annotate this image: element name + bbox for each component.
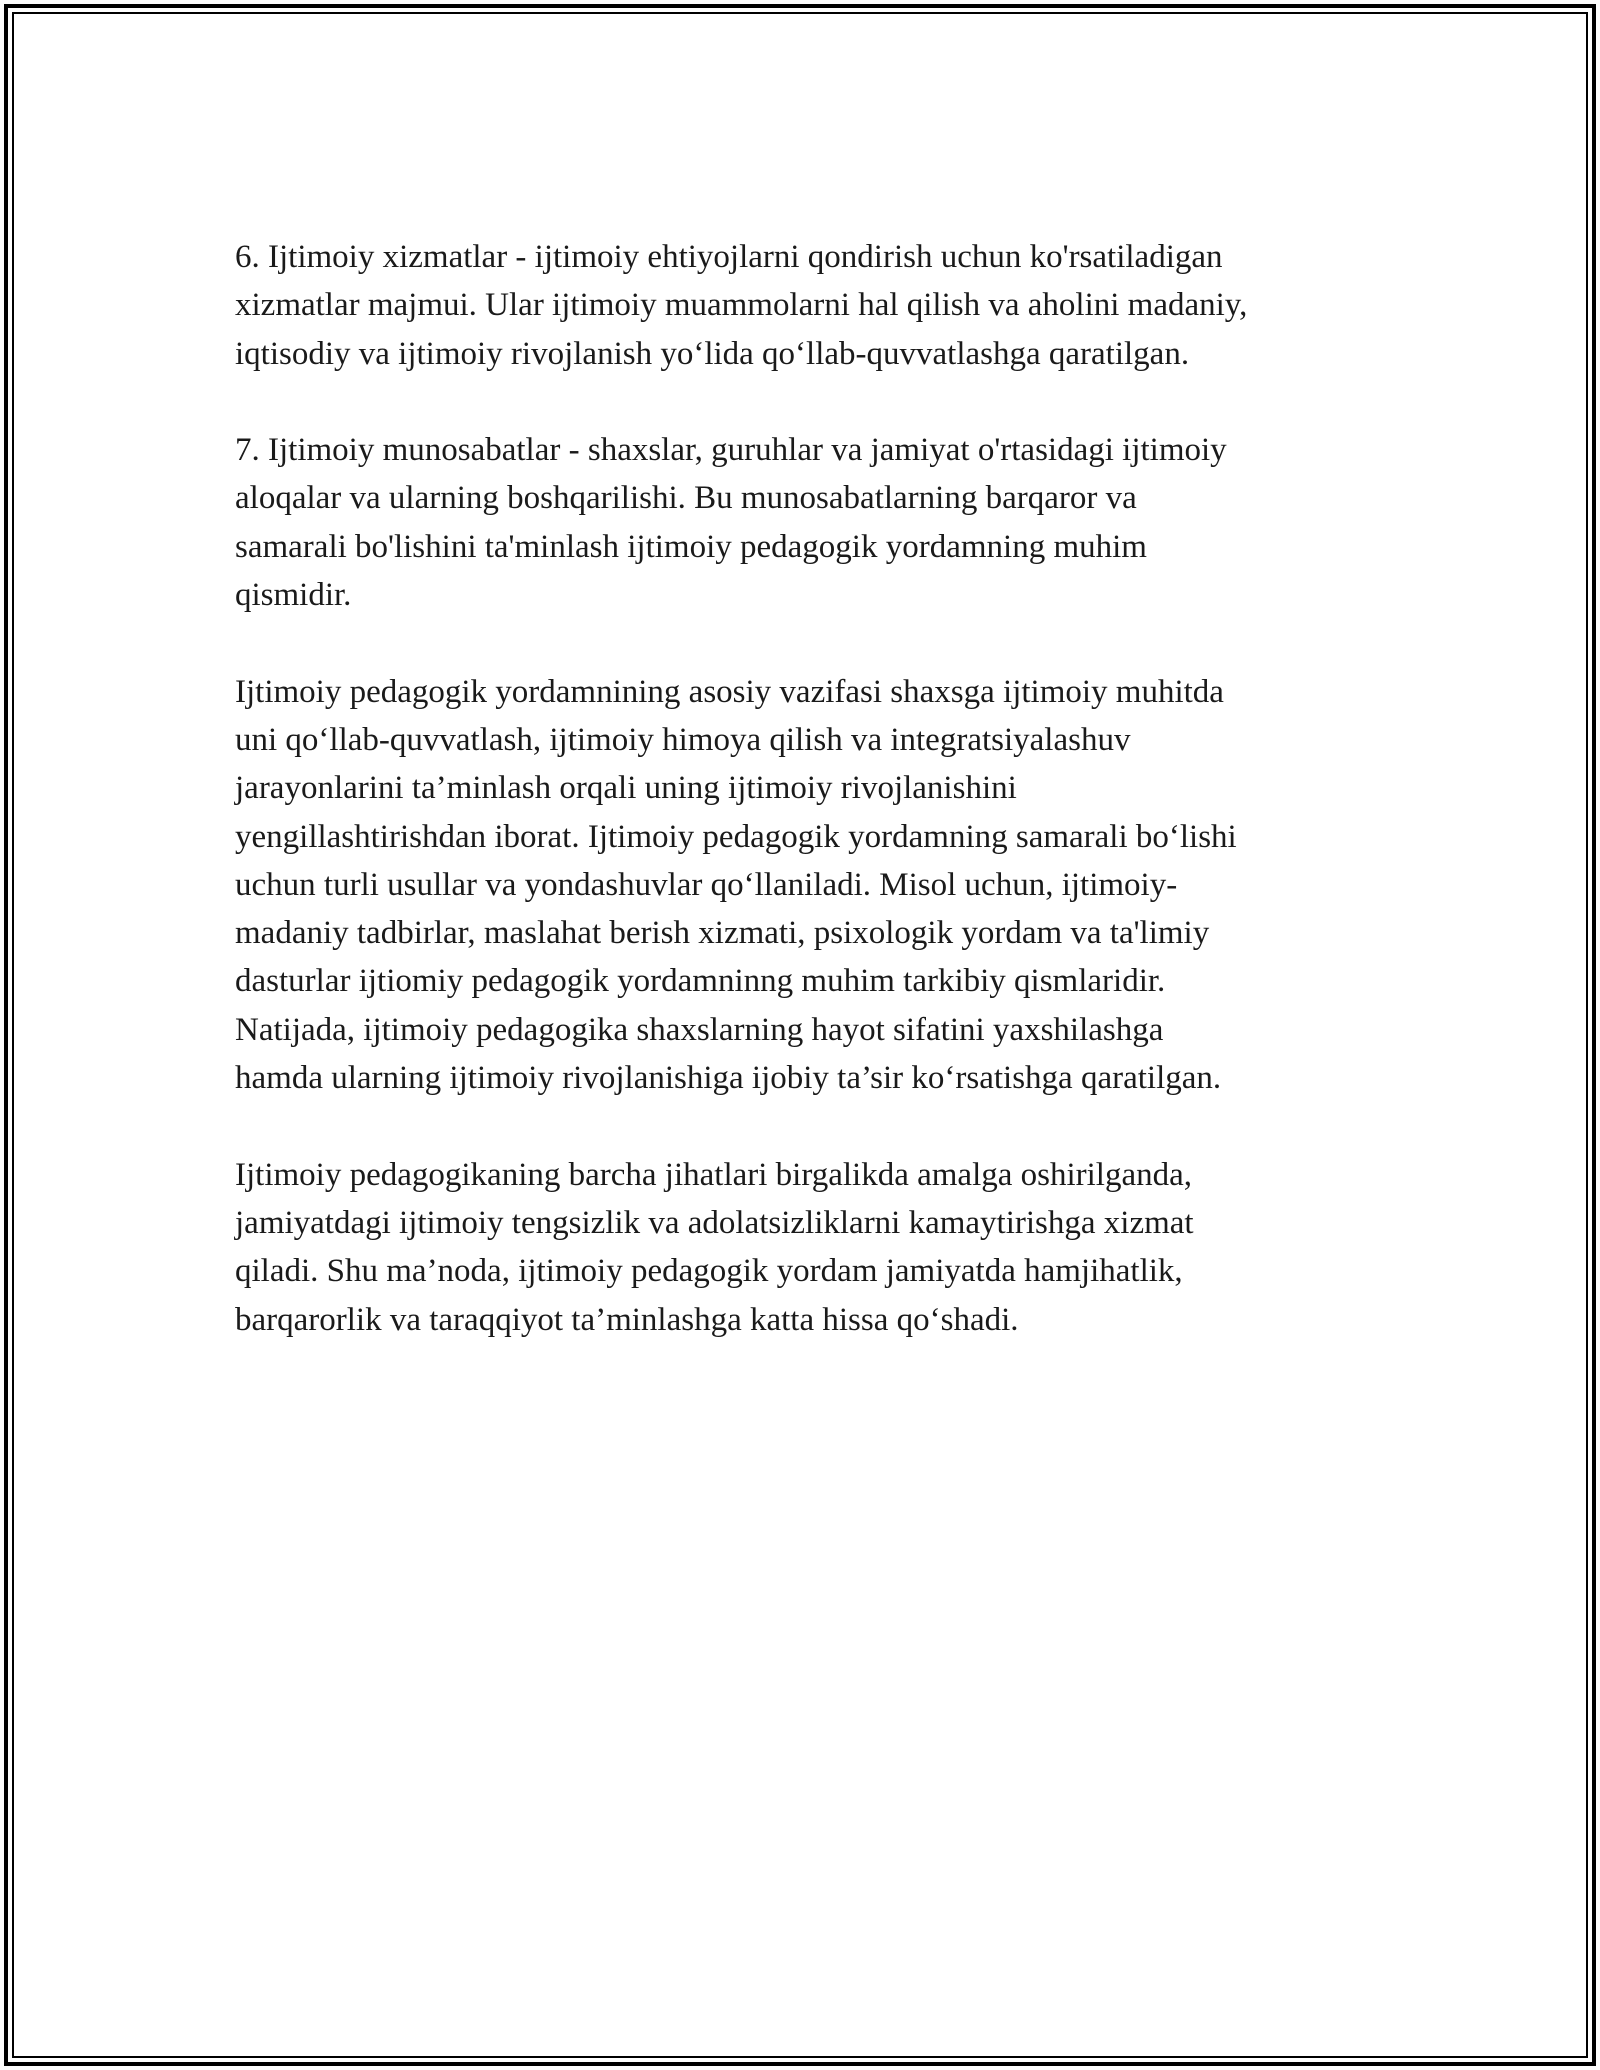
text-line: uchun turli usullar va yondashuvlar qo‘llaniladi. Misol uchun, ijtimoiy- — [235, 866, 1178, 903]
paragraph-social-relations — [235, 426, 1385, 619]
paragraph-main-task — [235, 668, 1385, 1103]
text-line: Ijtimoiy pedagogik yordamnining asosiy vazifasi shaxsga ijtimoiy muhitda — [235, 673, 1224, 710]
text-line: aloqalar va ularning boshqarilishi. Bu munosabatlarning barqaror va — [235, 480, 1137, 517]
document-body — [235, 233, 1385, 1344]
text-line: Ijtimoiy pedagogikaning barcha jihatlari birgalikda amalga oshirilganda, — [235, 1156, 1193, 1193]
text-line: xizmatlar majmui. Ular ijtimoiy muammolarni hal qilish va aholini madaniy, — [235, 287, 1248, 324]
text-line: iqtisodiy va ijtimoiy rivojlanish yo‘lida qo‘llab-quvvatlashga qaratilgan. — [235, 335, 1190, 372]
text-line: 6. Ijtimoiy xizmatlar - ijtimoiy ehtiyojlarni qondirish uchun ko'rsatiladigan — [235, 239, 1223, 275]
text-line: dasturlar ijtiomiy pedagogik yordamninng muhim tarkibiy qismlaridir. — [235, 963, 1166, 1000]
text-line: madaniy tadbirlar, maslahat berish xizmati, psixologik yordam va ta'limiy — [235, 915, 1210, 952]
text-line: uni qo‘llab-quvvatlash, ijtimoiy himoya qilish va integratsiyalashuv — [235, 721, 1131, 758]
text-line: samarali bo'lishini ta'minlash ijtimoiy pedagogik yordamning muhim — [235, 528, 1147, 565]
text-line: Natijada, ijtimoiy pedagogika shaxslarning hayot sifatini yaxshilashga — [235, 1011, 1164, 1048]
text-line: barqarorlik va taraqqiyot ta’minlashga katta hissa qo‘shadi. — [235, 1301, 1019, 1338]
paragraph-social-services — [235, 233, 1385, 378]
text-line: hamda ularning ijtimoiy rivojlanishiga ijobiy ta’sir ko‘rsatishga qaratilgan. — [235, 1060, 1222, 1097]
text-line: qiladi. Shu ma’noda, ijtimoiy pedagogik yordam jamiyatda hamjihatlik, — [235, 1253, 1183, 1290]
text-line: 7. Ijtimoiy munosabatlar - shaxslar, guruhlar va jamiyat o'rtasidagi ijtimoiy — [235, 432, 1227, 469]
text-line: yengillashtirishdan iborat. Ijtimoiy pedagogik yordamning samarali bo‘lishi — [235, 818, 1237, 855]
text-line: jamiyatdagi ijtimoiy tengsizlik va adolatsizliklarni kamaytirishga xizmat — [235, 1204, 1194, 1241]
text-line: qismidir. — [235, 577, 352, 614]
text-line: jarayonlarini ta’minlash orqali uning ijtimoiy rivojlanishini — [235, 770, 1017, 807]
paragraph-conclusion — [235, 1151, 1385, 1344]
